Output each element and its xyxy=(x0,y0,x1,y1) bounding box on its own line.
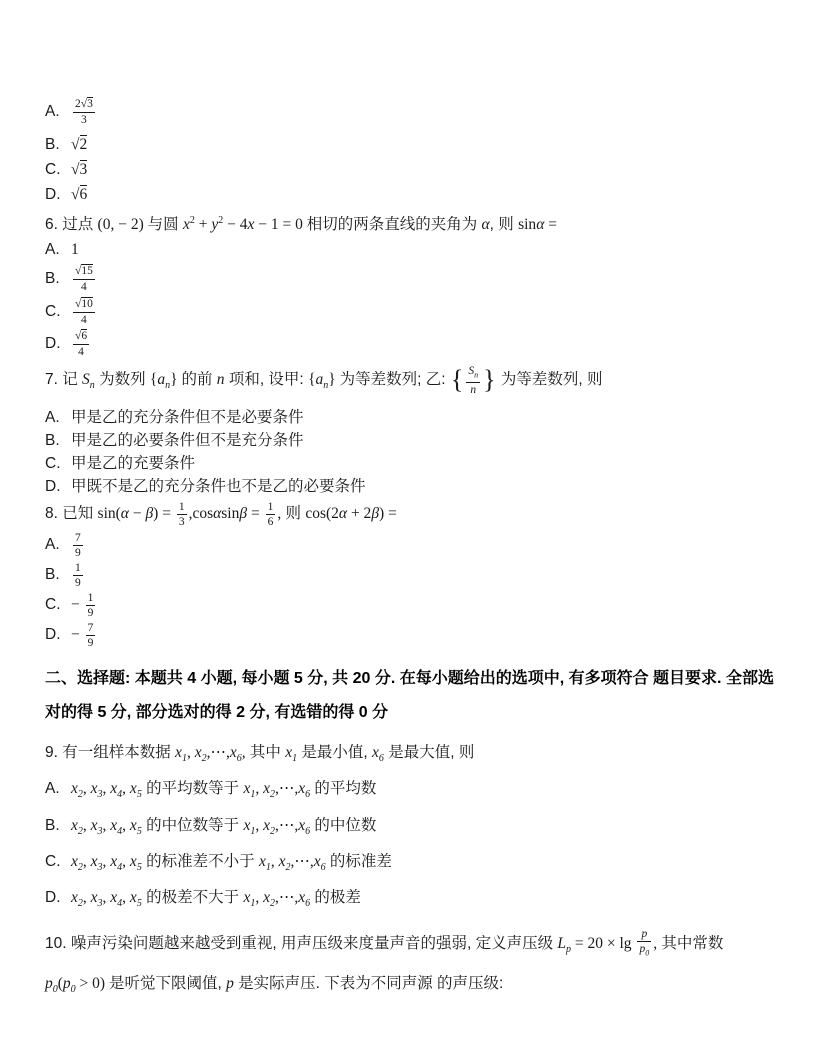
q6-option-a xyxy=(45,238,778,262)
option-label: D. xyxy=(45,335,61,353)
option-label: A. xyxy=(45,103,60,120)
option-label: C. xyxy=(45,303,61,321)
q5-option-c xyxy=(45,157,778,182)
q6-stem xyxy=(45,207,778,238)
q9-option-b xyxy=(45,811,778,847)
q5-option-a xyxy=(45,92,778,132)
q10-stem-line1 xyxy=(45,925,778,969)
q6-option-c xyxy=(45,295,778,328)
q8-option-d xyxy=(45,620,778,650)
q7-option-d xyxy=(45,475,778,498)
q5-option-b xyxy=(45,132,778,157)
option-math: $x_2$, $x_3$, $x_4$, $x_5$ 的平均数等于 $x_1$, $x_2,\cdots,x_6$ 的平均数 xyxy=(71,780,377,801)
section2-header: 二、选择题: 本题共 4 小题, 每小题 5 分, 共 20 分. 在每小题给出的选项中, 有多项符合 题目要求. 全部选对的得 5 分, 部分选对的得 2 分, 有选错的得 0 分 xyxy=(45,670,774,722)
q9-option-c xyxy=(45,847,778,883)
q5-option-d xyxy=(45,182,778,207)
option-text: 甲是乙的必要条件但不是充分条件 xyxy=(71,432,304,450)
option-label: A. xyxy=(45,536,60,554)
option-math: $\frac{√10}{4}$ xyxy=(75,298,93,326)
option-math: $x_2$, $x_3$, $x_4$, $x_5$ 的极差不大于 $x_1$, $x_2,\cdots,x_6$ 的极差 xyxy=(71,888,361,909)
option-math: √3 xyxy=(71,161,88,178)
option-label: C. xyxy=(45,455,61,473)
q6-option-d xyxy=(45,328,778,360)
q9-option-d xyxy=(45,883,778,919)
q6-stem-text: 6. 过点 (0, − 2) 与圆 $x^2 + y^2 - 4x - 1 = 0$ 相切的两条直线的夹角为 α, 则 sinα = xyxy=(45,215,557,234)
option-math: $\frac{7}{9}$ xyxy=(75,531,81,559)
option-math: − $\frac{7}{9}$ xyxy=(71,621,94,649)
option-math: $x_2$, $x_3$, $x_4$, $x_5$ 的标准差不小于 $x_1$, $x_2,\cdots,x_6$ 的标准差 xyxy=(71,852,392,873)
q8-option-b xyxy=(45,560,778,590)
option-label: A. xyxy=(45,409,60,427)
option-label: B. xyxy=(45,270,60,288)
q7-option-c xyxy=(45,452,778,475)
option-label: C. xyxy=(45,852,61,870)
q10-stem-text-1: 10. 噪声污染问题越来越受到重视, 用声压级来度量声音的强弱, 定义声压级 $L_p = 20 \times \lg$ $\frac{p}{p_0}$ , 其中常数 xyxy=(45,935,723,952)
option-label: A. xyxy=(45,780,60,798)
q7-option-b xyxy=(45,429,778,452)
option-label: D. xyxy=(45,626,61,644)
option-label: C. xyxy=(45,161,61,178)
q8-stem xyxy=(45,498,778,530)
q10-stem-line2 xyxy=(45,969,778,1005)
option-math: $\frac{1}{9}$ xyxy=(75,561,81,589)
q7-option-a xyxy=(45,406,778,429)
option-math: √2 xyxy=(71,136,88,153)
option-math: − $\frac{1}{9}$ xyxy=(71,591,94,619)
q8-stem-text: 8. 已知 sin(α − β) = $\frac{1}{3}$ ,cosαsinβ = $\frac{1}{6}$ , 则 cos(2α + 2β) = xyxy=(45,500,397,528)
option-label: B. xyxy=(45,432,60,450)
q8-option-a xyxy=(45,530,778,560)
option-math: $\frac{2√3}{3}$ xyxy=(75,98,93,126)
q9-stem xyxy=(45,738,778,774)
option-label: A. xyxy=(45,241,60,259)
option-label: B. xyxy=(45,816,60,834)
option-label: D. xyxy=(45,478,61,496)
option-math: $x_2$, $x_3$, $x_4$, $x_5$ 的中位数等于 $x_1$, $x_2,\cdots,x_6$ 的中位数 xyxy=(71,816,377,837)
option-label: D. xyxy=(45,888,61,906)
option-text: 甲是乙的充分条件但不是必要条件 xyxy=(71,409,304,427)
option-math: √6 xyxy=(71,186,88,203)
option-math: $\frac{√15}{4}$ xyxy=(75,265,93,293)
q10-stem-text-2: $p_0(p_0 > 0)$ 是听觉下限阈值, p 是实际声压. 下表为不同声源 的声压级: xyxy=(45,974,504,995)
q9-option-a xyxy=(45,774,778,810)
q9-stem-text: 9. 有一组样本数据 $x_1$, $x_2,\cdots,x_6$, 其中 $x_1$ 是最小值, $x_6$ 是最大值, 则 xyxy=(45,744,475,765)
option-label: B. xyxy=(45,136,60,153)
option-math: 1 xyxy=(71,241,79,259)
option-math: $\frac{√6}{4}$ xyxy=(75,330,88,358)
option-text: 甲既不是乙的充分条件也不是乙的必要条件 xyxy=(71,478,366,496)
q8-option-c xyxy=(45,590,778,620)
option-text: 甲是乙的充要条件 xyxy=(71,455,196,473)
option-label: B. xyxy=(45,566,60,584)
option-label: C. xyxy=(45,596,61,614)
q6-option-b xyxy=(45,262,778,295)
q7-stem xyxy=(45,360,778,406)
option-label: D. xyxy=(45,186,61,203)
q7-stem-text: 7. 记 $S_n$ 为数列 $\{a_n\}$ 的前 n 项和, 设甲: $\{a_n\}$ 为等差数列; 乙: { $\frac{S_n}{n}$ } 为等差数列, 则 xyxy=(45,364,603,396)
